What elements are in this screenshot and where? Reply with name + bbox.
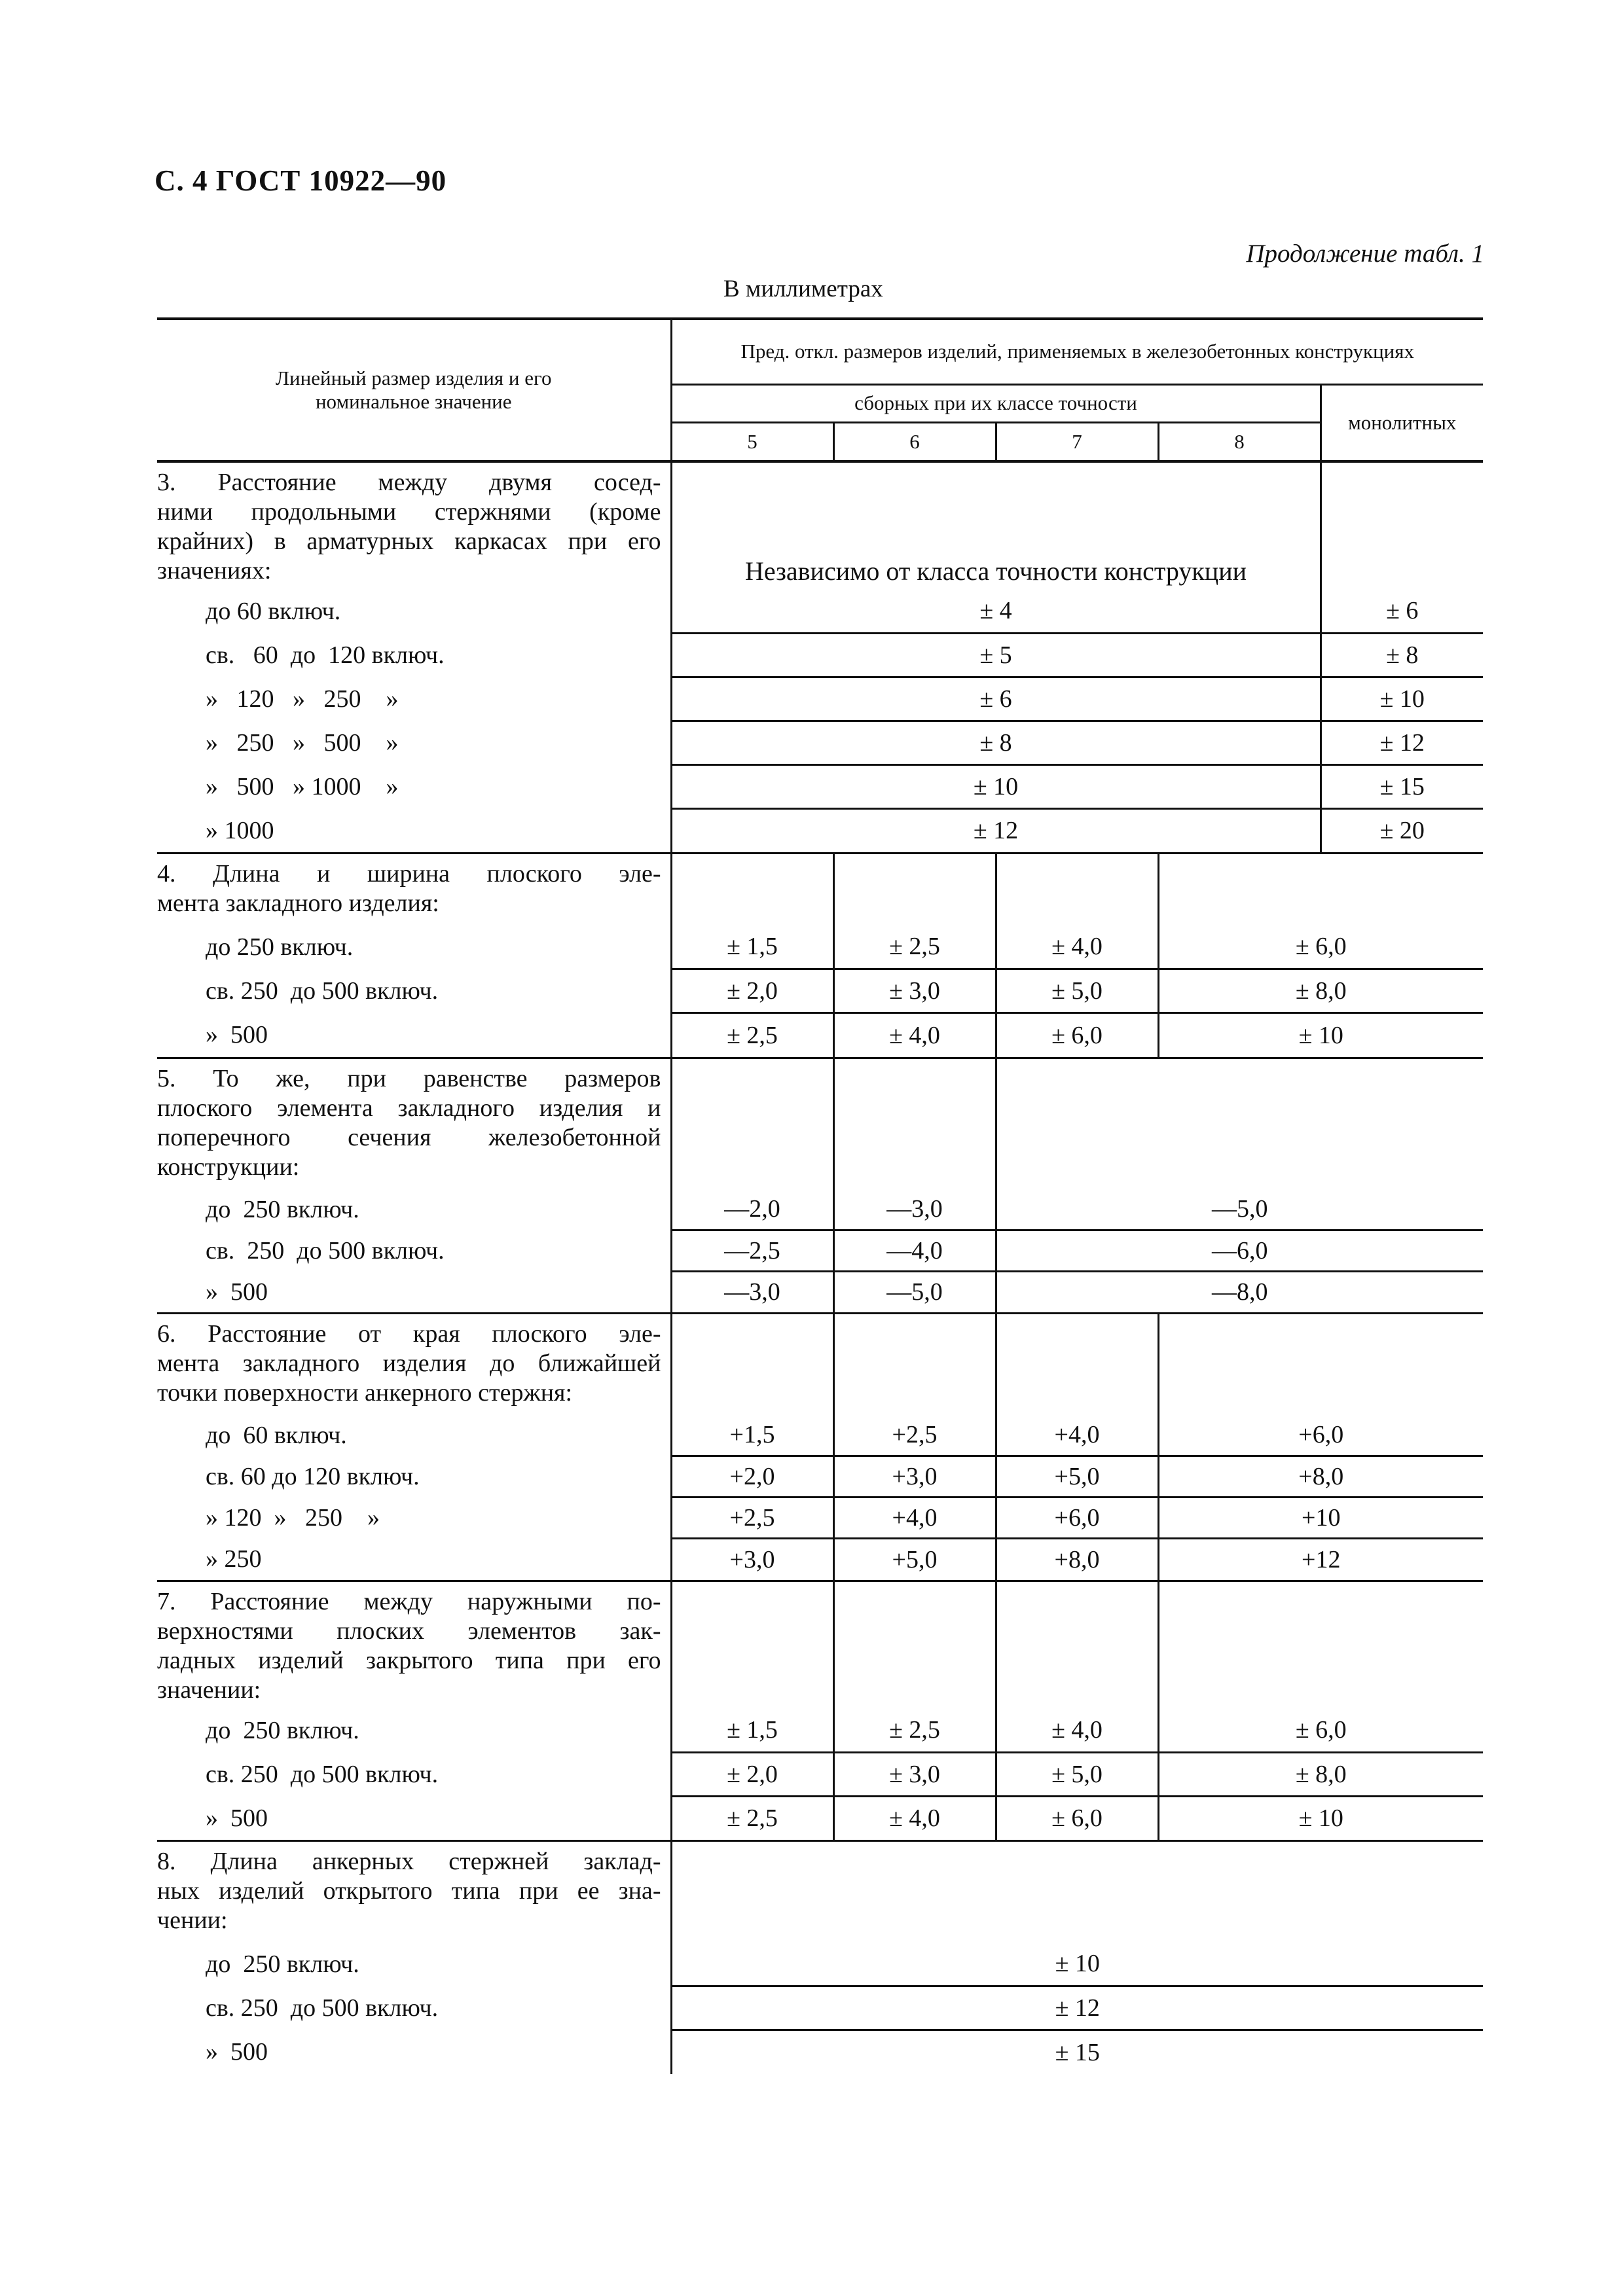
page-header: С. 4 ГОСТ 10922—90 <box>155 164 447 197</box>
cell-class-8: +10 <box>1158 1498 1483 1539</box>
cell-class-6: ± 3,0 <box>833 969 996 1013</box>
row-label: » 120 » 250 » <box>206 685 399 713</box>
row-label: св. 60 до 120 включ. <box>206 641 445 669</box>
cell-prefab: ± 4 <box>671 589 1321 633</box>
cell-class-5: +2,0 <box>671 1456 833 1498</box>
cell-class-6: +3,0 <box>833 1456 996 1498</box>
header-class-5: 5 <box>671 422 833 461</box>
row-label: » 120 » 250 » <box>206 1504 380 1532</box>
cell-prefab: ± 8 <box>671 721 1321 764</box>
cell-class-6: ± 3,0 <box>833 1752 996 1796</box>
cell-class-5: ± 2,0 <box>671 969 833 1013</box>
cell-mono: ± 15 <box>1321 764 1483 808</box>
cell-class-7-8: —5,0 <box>996 1189 1483 1230</box>
cell-class-6: ± 4,0 <box>833 1013 996 1058</box>
cell-class-7: +6,0 <box>996 1498 1158 1539</box>
row-label: до 60 включ. <box>206 1422 347 1449</box>
header-class-7: 7 <box>996 422 1158 461</box>
cell-class-8: +6,0 <box>1158 1415 1483 1456</box>
row-label: » 500 <box>206 1804 268 1832</box>
row-label: » 250 <box>206 1545 262 1573</box>
cell-class-7-8: —8,0 <box>996 1271 1483 1314</box>
cell-class-5: —2,0 <box>671 1189 833 1230</box>
cell-class-5: ± 1,5 <box>671 1708 833 1752</box>
cell-class-5: —3,0 <box>671 1271 833 1314</box>
cell-all-classes: ± 12 <box>671 1986 1483 2030</box>
units-note: В миллиметрах <box>723 276 883 302</box>
cell-class-7: ± 4,0 <box>996 1708 1158 1752</box>
section-3-description: 3. Расстояние между двумя сосед- ними продольными стержнями (кроме крайних) в арматурных каркасах при его значениях: <box>157 469 661 584</box>
cell-prefab: ± 6 <box>671 677 1321 721</box>
cell-class-8: +12 <box>1158 1539 1483 1581</box>
cell-prefab: ± 12 <box>671 808 1321 853</box>
row-label: » 500 <box>206 1021 268 1049</box>
row-label: св. 60 до 120 включ. <box>206 1463 420 1490</box>
section-5-description: 5. То же, при равенстве размеров плоского элемента закладного изделия и поперечного сечения железобетонной конструкции: <box>157 1064 661 1181</box>
cell-class-7: +4,0 <box>996 1415 1158 1456</box>
cell-class-5: +1,5 <box>671 1415 833 1456</box>
header-class-8: 8 <box>1158 422 1321 461</box>
cell-class-7: ± 5,0 <box>996 969 1158 1013</box>
cell-all-classes: ± 15 <box>671 2030 1483 2074</box>
header-monolithic: монолитных <box>1321 384 1483 461</box>
cell-class-6: +4,0 <box>833 1498 996 1539</box>
cell-class-6: ± 2,5 <box>833 1708 996 1752</box>
tolerance-table <box>157 317 1483 2074</box>
cell-class-5: +2,5 <box>671 1498 833 1539</box>
header-class-6: 6 <box>833 422 996 461</box>
row-label: до 250 включ. <box>206 933 354 961</box>
section-8-description: 8. Длина анкерных стержней заклад- ных изделий открытого типа при ее зна- чении: <box>157 1848 661 1934</box>
header-deviations: Пред. откл. размеров изделий, применяемых в железобетонных конструкциях <box>671 319 1483 384</box>
section-7-description: 7. Расстояние между наружными по- верхностями плоских элементов зак- ладных изделий закрытого типа при его значении: <box>157 1587 661 1704</box>
cell-class-8: +8,0 <box>1158 1456 1483 1498</box>
row-label: до 250 включ. <box>206 1950 359 1978</box>
cell-class-8: ± 6,0 <box>1158 925 1483 969</box>
cell-class-7: +8,0 <box>996 1539 1158 1581</box>
cell-all-classes: ± 10 <box>671 1943 1483 1986</box>
row-label: » 250 » 500 » <box>206 728 399 757</box>
cell-class-5: ± 2,5 <box>671 1796 833 1841</box>
row-label: св. 250 до 500 включ. <box>206 977 439 1005</box>
header-prefab: сборных при их классе точности <box>671 384 1321 422</box>
cell-class-7: ± 4,0 <box>996 925 1158 969</box>
cell-class-8: ± 10 <box>1158 1796 1483 1841</box>
cell-class-8: ± 8,0 <box>1158 1752 1483 1796</box>
section-3-independent-note: Независимо от класса точности конструкции <box>671 461 1321 589</box>
row-label: до 60 включ. <box>206 597 341 625</box>
row-label: » 500 <box>206 2038 268 2066</box>
cell-prefab: ± 10 <box>671 764 1321 808</box>
row-label: до 250 включ. <box>206 1195 359 1223</box>
cell-class-6: —4,0 <box>833 1230 996 1271</box>
section-6-description: 6. Расстояние от края плоского эле- мента закладного изделия до ближайшей точки поверхности анкерного стержня: <box>157 1320 661 1407</box>
cell-class-5: +3,0 <box>671 1539 833 1581</box>
cell-mono: ± 20 <box>1321 808 1483 853</box>
cell-class-6: ± 2,5 <box>833 925 996 969</box>
row-label: » 1000 <box>206 816 274 844</box>
table-continuation-note: Продолжение табл. 1 <box>1246 240 1484 268</box>
row-label: св. 250 до 500 включ. <box>206 1236 445 1265</box>
row-label: св. 250 до 500 включ. <box>206 1760 439 1788</box>
cell-class-6: +2,5 <box>833 1415 996 1456</box>
cell-class-5: —2,5 <box>671 1230 833 1271</box>
cell-class-7: ± 5,0 <box>996 1752 1158 1796</box>
cell-class-5: ± 2,0 <box>671 1752 833 1796</box>
cell-class-5: ± 2,5 <box>671 1013 833 1058</box>
cell-mono: ± 12 <box>1321 721 1483 764</box>
row-label: » 500 » 1000 » <box>206 772 399 800</box>
cell-class-6: +5,0 <box>833 1539 996 1581</box>
cell-class-6: ± 4,0 <box>833 1796 996 1841</box>
cell-class-7: +5,0 <box>996 1456 1158 1498</box>
cell-class-7: ± 6,0 <box>996 1796 1158 1841</box>
cell-mono: ± 8 <box>1321 633 1483 677</box>
row-label: до 250 включ. <box>206 1716 359 1744</box>
cell-class-5: ± 1,5 <box>671 925 833 969</box>
cell-class-8: ± 8,0 <box>1158 969 1483 1013</box>
section-4-description: 4. Длина и ширина плоского эле- мента закладного изделия: <box>157 860 661 917</box>
cell-class-6: —5,0 <box>833 1271 996 1314</box>
row-label: св. 250 до 500 включ. <box>206 1994 439 2022</box>
cell-mono: ± 10 <box>1321 677 1483 721</box>
cell-prefab: ± 5 <box>671 633 1321 677</box>
cell-class-7: ± 6,0 <box>996 1013 1158 1058</box>
cell-class-8: ± 6,0 <box>1158 1708 1483 1752</box>
cell-class-7-8: —6,0 <box>996 1230 1483 1271</box>
row-label: » 500 <box>206 1278 268 1306</box>
header-dimension: Линейный размер изделия и его номинальное значение <box>157 319 671 461</box>
cell-mono: ± 6 <box>1321 589 1483 633</box>
cell-class-8: ± 10 <box>1158 1013 1483 1058</box>
cell-class-6: —3,0 <box>833 1189 996 1230</box>
